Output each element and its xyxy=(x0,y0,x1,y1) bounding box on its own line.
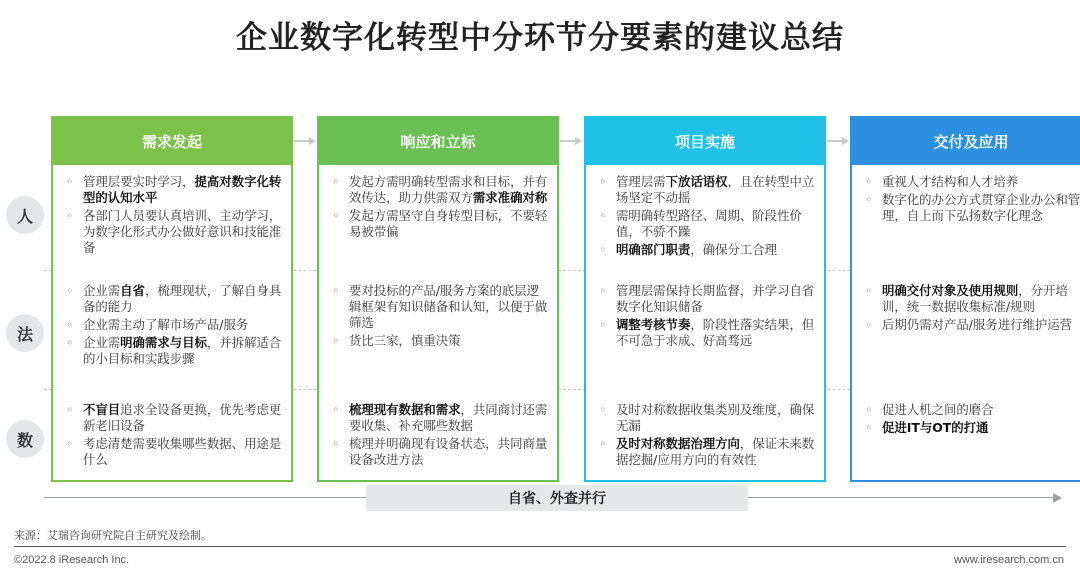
matrix-cell xyxy=(596,283,816,351)
matrix-cell xyxy=(862,283,1080,335)
stage-response-standard-column xyxy=(317,116,559,482)
column-header: 需求发起 xyxy=(53,118,291,165)
bullet-item xyxy=(862,192,1080,224)
column-header: 项目实施 xyxy=(586,118,824,165)
stage-project-implementation-column xyxy=(584,116,826,482)
bullet-list xyxy=(862,283,1080,333)
bullet-item xyxy=(862,317,1080,333)
bullet-list xyxy=(596,174,816,258)
emphasis-text: 自省 xyxy=(120,283,145,298)
bullet-item xyxy=(329,436,549,468)
matrix-cell xyxy=(596,174,816,260)
row-badge-people: 人 xyxy=(6,196,44,234)
row-badge-method: 法 xyxy=(6,314,44,352)
bullet-item xyxy=(329,333,549,349)
bullet-text: 管理层需 xyxy=(616,174,666,189)
bullet-text: ，分开培训，统一数据收集标准/规则 xyxy=(882,283,1068,314)
stage-demand-initiation-column xyxy=(51,116,293,482)
bullet-item xyxy=(329,208,549,240)
stage-arrow-icon xyxy=(294,137,316,145)
bullet-text: 发起方需坚守自身转型目标，不要轻易被带偏 xyxy=(349,208,548,239)
bullet-text: 企业需 xyxy=(83,335,121,350)
bullet-item xyxy=(329,174,549,206)
bullet-item xyxy=(63,174,283,206)
stage-arrow-icon xyxy=(827,137,849,145)
bullet-text: ，且在转型中立场坚定不动摇 xyxy=(616,174,815,205)
bullet-text: 企业需主动了解市场产品/服务 xyxy=(83,317,249,332)
matrix-cell xyxy=(329,174,549,242)
bullet-text: 企业需 xyxy=(83,283,121,298)
bullet-item xyxy=(329,283,549,331)
matrix-cell xyxy=(862,402,1080,438)
bullet-text: ，并拆解适合的小目标和实践步骤 xyxy=(83,335,282,366)
bullet-text: 需明确转型路径、周期、阶段性价值，不骄不躁 xyxy=(616,208,802,239)
bullet-item xyxy=(63,402,283,434)
emphasis-text: 提高对数字化转型的认知水平 xyxy=(83,174,282,205)
bullet-list xyxy=(63,402,283,468)
column-header: 响应和立标 xyxy=(319,118,557,165)
bullet-text: 数字化的办公方式贯穿企业办公和管理，自上而下弘扬数字化理念 xyxy=(882,192,1080,223)
page-title: 企业数字化转型中分环节分要素的建议总结 xyxy=(236,20,844,56)
bullet-item xyxy=(63,283,283,315)
bullet-item xyxy=(596,402,816,434)
bullet-text: ，确保分工合理 xyxy=(690,242,778,257)
bullet-list xyxy=(329,283,549,349)
column-header: 交付及应用 xyxy=(852,118,1080,165)
bullet-item xyxy=(596,174,816,206)
bullet-item xyxy=(63,208,283,256)
emphasis-text: 需求准确对称 xyxy=(472,190,548,205)
bullet-list xyxy=(329,402,549,468)
matrix-cell xyxy=(329,283,549,351)
matrix-cell xyxy=(63,174,283,258)
source-note: 来源：艾瑞咨询研究院自主研究及绘制。 xyxy=(14,529,212,542)
bullet-item xyxy=(63,317,283,333)
bullet-list xyxy=(63,283,283,367)
bullet-text: 货比三家，慎重决策 xyxy=(349,333,461,348)
matrix-cell xyxy=(862,174,1080,226)
emphasis-text: 促进IT与OT的打通 xyxy=(882,420,989,435)
bullet-text: ，阶段性落实结果，但不可急于求成、好高骛远 xyxy=(616,317,815,348)
website-url: www.iresearch.com.cn xyxy=(953,554,1064,566)
bullet-list xyxy=(862,402,1080,436)
emphasis-text: 明确交付对象及使用规则 xyxy=(882,283,1019,298)
matrix-cell xyxy=(63,402,283,470)
bullet-text: ，共同商讨还需要收集、补充哪些数据 xyxy=(349,402,548,433)
bullet-text: ，梳理现状，了解自身具备的能力 xyxy=(83,283,282,314)
arrow-head-icon xyxy=(1053,493,1062,503)
bullet-item xyxy=(329,402,549,434)
bullet-text: 各部门人员要认真培训、主动学习，为数字化形式办公做好意识和技能准备 xyxy=(83,208,282,255)
bullet-text: 追求全设备更换，优先考虑更新老旧设备 xyxy=(83,402,282,433)
bullet-list xyxy=(862,174,1080,224)
bullet-item xyxy=(596,242,816,258)
copyright: ©2022.8 iResearch Inc. xyxy=(14,554,130,566)
bullet-text: 考虑清楚需要收集哪些数据、用途是什么 xyxy=(83,436,282,467)
bullet-item xyxy=(596,208,816,240)
matrix-cell xyxy=(63,283,283,369)
emphasis-text: 明确需求与目标 xyxy=(120,335,207,350)
stage-delivery-application-column xyxy=(850,116,1080,482)
bullet-item xyxy=(862,402,1080,418)
bullet-list xyxy=(596,283,816,349)
emphasis-text: 明确部门职责 xyxy=(616,242,691,257)
bullet-text: 重视人才结构和人才培养 xyxy=(882,174,1019,189)
bullet-text: ，保证未来数据挖掘/应用方向的有效性 xyxy=(616,436,815,467)
bullet-list xyxy=(63,174,283,256)
bullet-text: 后期仍需对产品/服务进行维护运营 xyxy=(882,317,1073,332)
matrix-cell xyxy=(596,402,816,470)
flow-label: 自省、外查并行 xyxy=(366,485,748,511)
bullet-item xyxy=(862,420,1080,436)
footer-divider xyxy=(14,546,1066,547)
bullet-text: 梳理并明确现有设备状态，共同商量设备改进方法 xyxy=(349,436,548,467)
emphasis-text: 调整考核节奏 xyxy=(616,317,691,332)
stage-arrow-icon xyxy=(560,137,582,145)
emphasis-text: 下放话语权 xyxy=(665,174,728,189)
emphasis-text: 梳理现有数据和需求 xyxy=(349,402,461,417)
bullet-list xyxy=(329,174,549,240)
bullet-text: 发起方需明确转型需求和目标，并有效传达，助力供需双方 xyxy=(349,174,548,205)
bullet-item xyxy=(63,335,283,367)
bullet-item xyxy=(862,283,1080,315)
bullet-text: 促进人机之间的磨合 xyxy=(882,402,994,417)
bullet-text: 要对投标的产品/服务方案的底层逻辑框架有知识储备和认知，以便于做筛选 xyxy=(349,283,548,330)
matrix-cell xyxy=(329,402,549,470)
bullet-list xyxy=(596,402,816,468)
bullet-item xyxy=(63,436,283,468)
bullet-item xyxy=(596,436,816,468)
bullet-text: 管理层要实时学习， xyxy=(83,174,195,189)
row-badge-data: 数 xyxy=(6,420,44,458)
bullet-item xyxy=(596,317,816,349)
bullet-text: 管理层需保持长期监督，并学习自省数字化知识储备 xyxy=(616,283,815,314)
bullet-item xyxy=(596,283,816,315)
bullet-text: 及时对称数据收集类别及维度，确保无漏 xyxy=(616,402,815,433)
bullet-item xyxy=(862,174,1080,190)
emphasis-text: 不盲目 xyxy=(83,402,121,417)
emphasis-text: 及时对称数据治理方向 xyxy=(616,436,740,451)
